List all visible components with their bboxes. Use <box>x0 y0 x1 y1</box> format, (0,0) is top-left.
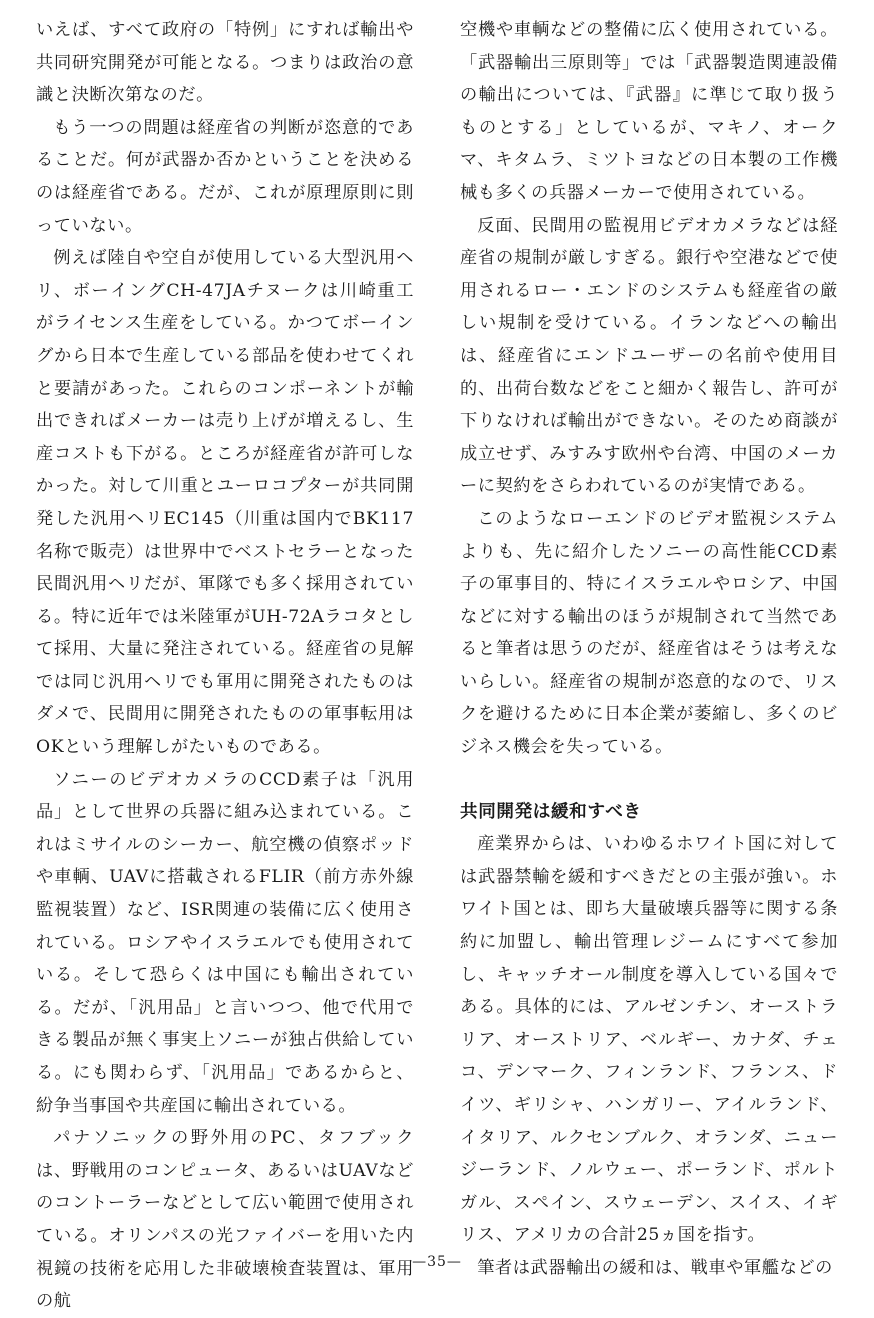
paragraph: このようなローエンドのビデオ監視システムよりも、先に紹介したソニーの高性能CCD素子の軍事目的、特にイスラエルやロシア、中国などに対する輸出のほうが規制されて当然であると筆者は思うのだが、経産省はそうは考えないらしい。経産省の規制が恣意的なので、リスクを避けるために日本企業が萎縮し、多くのビジネス機会を失っている。 <box>460 508 838 758</box>
paragraph: もう一つの問題は経産省の判断が恣意的であることだ。何が武器か否かということを決めるのは経産省である。だが、これが原理原則に則っていない。 <box>36 117 414 236</box>
paragraph: 空機や車輌などの整備に広く使用されている。「武器輸出三原則等」では「武器製造関連設備の輸出については、『武器』に準じて取り扱うものとする」としているが、マキノ、オークマ、キタムラ、ミツトヨなどの日本製の工作機械も多くの兵器メーカーで使用されている。 <box>460 20 838 203</box>
paragraph: いえば、すべて政府の「特例」にすれば輸出や共同研究開発が可能となる。つまりは政治の意識と決断次第なのだ。 <box>36 20 414 106</box>
right-column <box>460 14 838 1285</box>
paragraph: ソニーのビデオカメラのCCD素子は「汎用品」として世界の兵器に組み込まれている。これはミサイルのシーカー、航空機の偵察ポッドや車輌、UAVに搭載されるFLIR（前方赤外線監視装置）など、ISR関連の装備に広く使用されている。ロシアやイスラエルでも使用されている。そして恐らくは中国にも輸出されている。だが、「汎用品」と言いつつ、他で代用できる製品が無く事実上ソニーが独占供給している。にも関わらず、「汎用品」であるからと、紛争当事国や共産国に輸出されている。 <box>36 769 414 1116</box>
left-column <box>36 14 414 1318</box>
page-number: —35— <box>412 1254 462 1270</box>
paragraph: 筆者は武器輸出の緩和は、戦車や軍艦などの <box>477 1257 833 1278</box>
paragraph: 例えば陸自や空自が使用している大型汎用ヘリ、ボーイングCH-47JAチヌークは川崎重工がライセンス生産をしている。かつてボーイングから日本で生産している部品を使わせてくれと要請があった。これらのコンポーネントが輸出できればメーカーは売り上げが増えるし、生産コストも下がる。ところが経産省が許可しなかった。対して川重とユーロコプターが共同開発した汎用ヘリEC145（川重は国内でBK117名称で販売）は世界中でベストセラーとなった民間汎用ヘリだが、軍隊でも多く採用されている。特に近年では米陸軍がUH-72Aラコタとして採用、大量に発注されている。経産省の見解では同じ汎用ヘリでも軍用に開発されたものはダメで、民間用に開発されたものの軍事転用はOKという理解しがたいものである。 <box>36 248 414 758</box>
section-heading: 共同開発は緩和すべき <box>460 800 642 822</box>
paragraph: 産業界からは、いわゆるホワイト国に対しては武器禁輸を緩和すべきだとの主張が強い。ホワイト国とは、即ち大量破壊兵器等に関する条約に加盟し、輸出管理レジームにすべて参加し、キャッチオール制度を導入している国々である。具体的には、アルゼンチン、オーストラリア、オーストリア、ベルギー、カナダ、チェコ、デンマーク、フィンランド、フランス、ドイツ、ギリシャ、ハンガリー、アイルランド、イタリア、ルクセンブルク、オランダ、ニュージーランド、ノルウェー、ポーランド、ポルトガル、スペイン、スウェーデン、スイス、イギリス、アメリカの合計25ヵ国を指す。 <box>460 834 838 1246</box>
paragraph: 反面、民間用の監視用ビデオカメラなどは経産省の規制が厳しすぎる。銀行や空港などで使用されるロー・エンドのシステムも経産省の厳しい規制を受けている。イランなどへの輸出は、経産省にエンドユーザーの名前や使用目的、出荷台数などをこと細かく報告し、許可が下りなければ輸出ができない。そのため商談が成立せず、みすみす欧州や台湾、中国のメーカーに契約をさらわれているのが実情である。 <box>460 215 838 497</box>
paragraph: パナソニックの野外用のPC、タフブックは、野戦用のコンピュータ、あるいはUAVなどのコントーラーなどとして広い範囲で使用されている。オリンパスの光ファイバーを用いた内視鏡の技術を応用した非破壊検査装置は、軍用の航 <box>36 1128 414 1312</box>
